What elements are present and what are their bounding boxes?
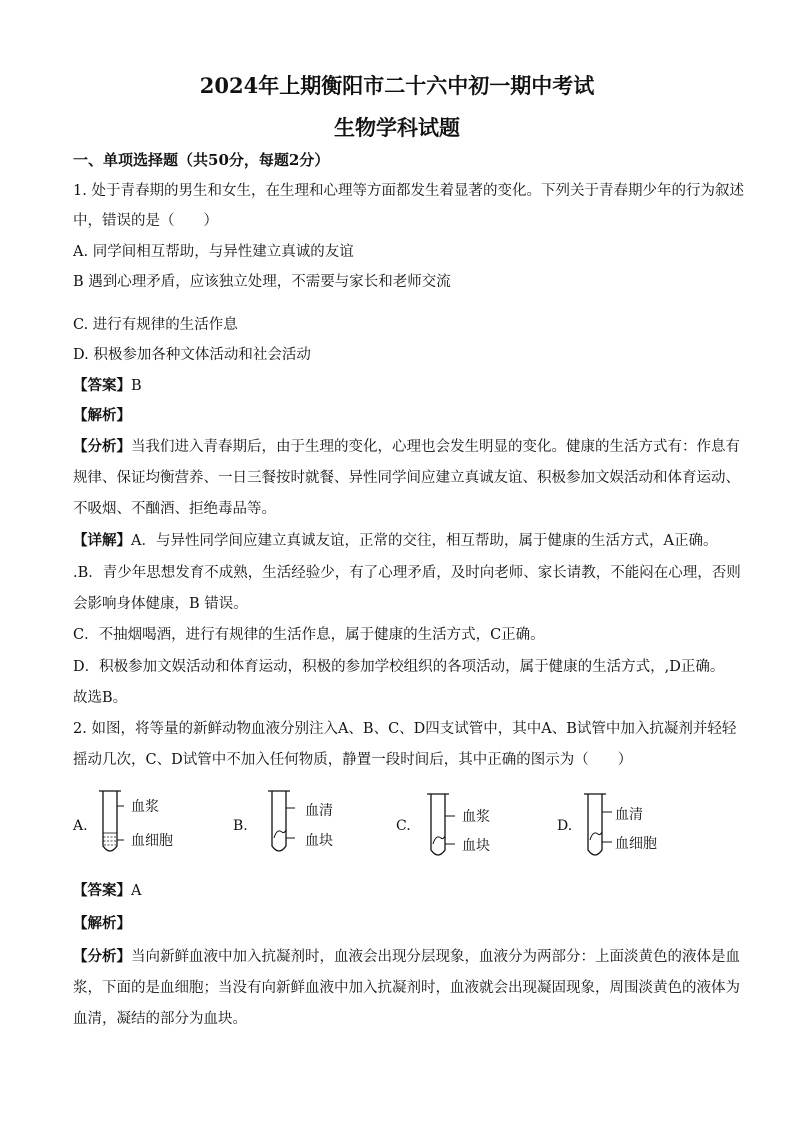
xiangjie-label: 【详解】	[73, 532, 131, 549]
q1-option-c: C. 进行有规律的生活作息	[73, 317, 238, 333]
q1-analysis-label: 【解析】	[73, 407, 131, 424]
tube-d-letter: D.	[557, 818, 573, 834]
q1-option-d: D. 积极参加各种文体活动和社会活动	[73, 347, 311, 363]
tube-option-c	[396, 788, 536, 858]
q1-fenxi-line3: 不吸烟、不酗酒、拒绝毒品等。	[73, 501, 276, 517]
q1-conclusion: 故选B。	[73, 690, 128, 706]
fenxi-label: 【分析】	[73, 948, 131, 965]
q1-stem-line2: 中，错误的是（ ）	[73, 213, 218, 229]
q2-fenxi-line3: 血清，凝结的部分为血块。	[73, 1011, 247, 1027]
answer-value: B	[131, 378, 142, 394]
fenxi-text: 当向新鲜血液中加入抗凝剂时，血液会出现分层现象，血液分为两部分：上面淡黄色的液体是血	[131, 949, 740, 965]
test-tube-c-icon	[424, 788, 460, 862]
tube-a-top-label: 血浆	[131, 799, 159, 815]
fenxi-text: 当我们进入青春期后，由于生理的变化，心理也会发生明显的变化。健康的生活方式有：作息有	[131, 439, 740, 455]
test-tube-d-icon	[581, 788, 617, 862]
q1-fenxi-line1	[73, 435, 740, 456]
tube-a-bottom-label: 血细胞	[131, 833, 173, 849]
q1-xiangjie-a	[73, 529, 723, 550]
test-tube-b-icon	[265, 788, 301, 858]
tube-option-a	[73, 788, 213, 858]
tube-b-letter: B.	[233, 818, 248, 834]
section-heading: 一、单项选择题（共50分，每题2分）	[73, 151, 330, 169]
q1-stem-line1: 1. 处于青春期的男生和女生，在生理和心理等方面都发生着显著的变化。下列关于青春期少年的行为叙述	[73, 183, 744, 199]
tube-option-b	[233, 788, 373, 858]
exam-title: 2024年上期衡阳市二十六中初一期中考试	[199, 73, 595, 98]
exam-subtitle: 生物学科试题	[334, 115, 460, 140]
tube-c-bottom-label: 血块	[462, 838, 490, 854]
q1-xiangjie-d: D．积极参加文娱活动和体育运动，积极的参加学校组织的各项活动，属于健康的生活方式，,D正确。	[73, 659, 725, 675]
q2-stem-line2: 摇动几次，C、D试管中不加入任何物质，静置一段时间后，其中正确的图示为（ ）	[73, 752, 633, 768]
q1-xiangjie-c: C．不抽烟喝酒，进行有规律的生活作息，属于健康的生活方式，C正确。	[73, 627, 545, 643]
q1-xiangjie-b2: 会影响身体健康，B 错误。	[73, 596, 248, 612]
tube-d-bottom-label: 血细胞	[615, 836, 657, 852]
q1-answer	[73, 374, 723, 395]
q2-stem-line1: 2. 如图，将等量的新鲜动物血液分别注入A、B、C、D四支试管中，其中A、B试管中加入抗凝剂并轻轻	[73, 721, 737, 737]
tube-c-top-label: 血浆	[462, 809, 490, 825]
fenxi-label: 【分析】	[73, 438, 131, 455]
tube-b-bottom-label: 血块	[305, 833, 333, 849]
q1-xiangjie-b1: .B．青少年思想发育不成熟，生活经验少，有了心理矛盾，及时向老师、家长请教，不能闷在心理，否则	[73, 565, 741, 581]
q2-fenxi-line2: 浆，下面的是血细胞；当没有向新鲜血液中加入抗凝剂时，血液就会出现凝固现象，周围淡黄色的液体为	[73, 980, 740, 996]
q2-fenxi-line1	[73, 945, 740, 966]
tube-d-top-label: 血清	[615, 807, 643, 823]
test-tube-a-icon	[97, 788, 127, 858]
xiangjie-a-text: A．与异性同学间应建立真诚友谊，正常的交往，相互帮助，属于健康的生活方式，A正确。	[131, 533, 718, 549]
tube-option-d	[557, 788, 707, 858]
answer-label: 【答案】	[73, 882, 131, 899]
answer-value: A	[131, 883, 142, 899]
q2-answer	[73, 879, 723, 900]
q1-option-b: B 遇到心理矛盾，应该独立处理，不需要与家长和老师交流	[73, 274, 451, 290]
tube-a-letter: A.	[73, 818, 88, 834]
q1-fenxi-line2: 规律、保证均衡营养、一日三餐按时就餐、异性同学间应建立真诚友谊、积极参加文娱活动和体育运动、	[73, 470, 740, 486]
answer-label: 【答案】	[73, 377, 131, 394]
q2-analysis-label: 【解析】	[73, 915, 131, 932]
tube-b-top-label: 血清	[305, 803, 333, 819]
tube-c-letter: C.	[396, 818, 411, 834]
q1-option-a: A. 同学间相互帮助，与异性建立真诚的友谊	[73, 244, 354, 260]
